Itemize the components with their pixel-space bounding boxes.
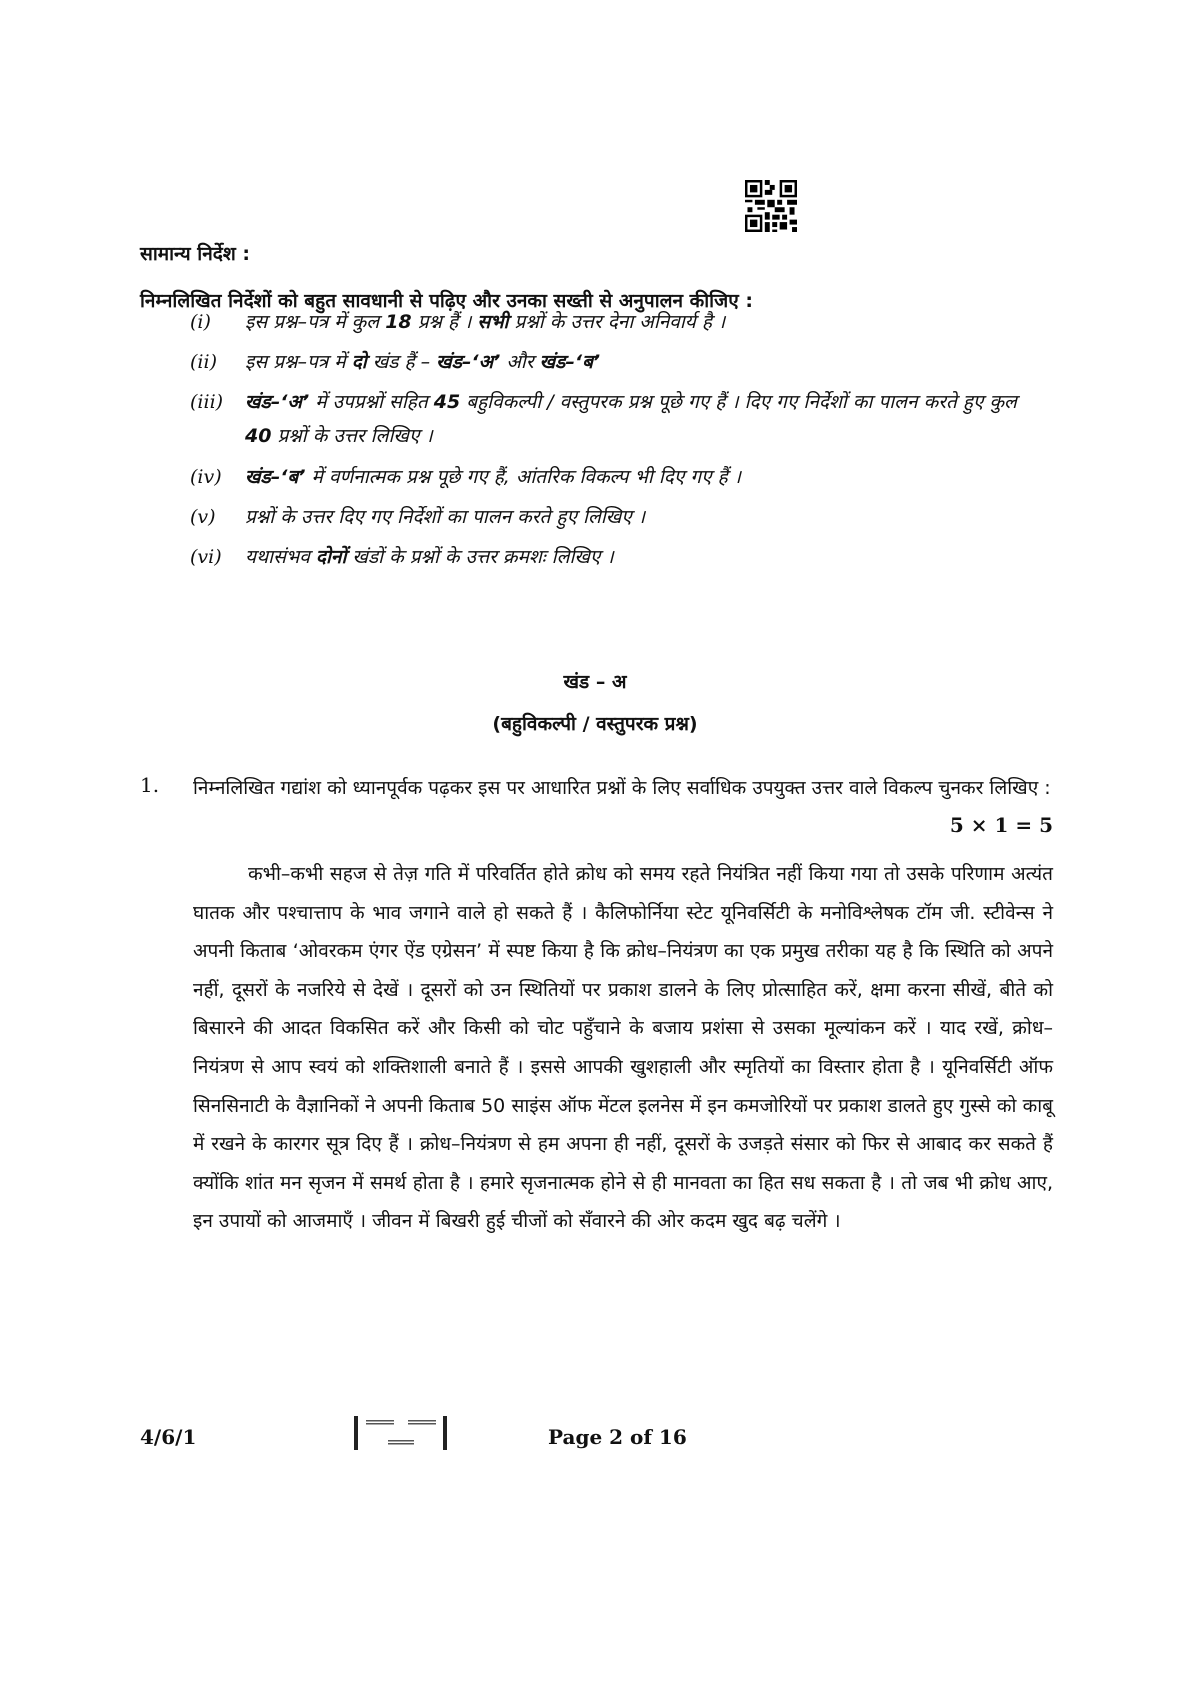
instructions-intro: निम्नलिखित निर्देशों को बहुत सावधानी से पढ़िए और उनका सख्ती से अनुपालन कीजिए : [140,290,753,312]
instruction-text: खंड–‘ब’ में वर्णनात्मक प्रश्न पूछे गए हैं, आंतरिक विकल्प भी दिए गए हैं । [245,466,741,488]
instruction-text: खंड–‘अ’ में उपप्रश्नों सहित 45 बहुविकल्पी / वस्तुपरक प्रश्न पूछे गए हैं । दिए गए निर्देशों का पालन करते हुए कुल 40 प्रश्नों के उत्तर लिखिए । [245,391,1017,447]
instruction-text: प्रश्नों के उत्तर दिए गए निर्देशों का पालन करते हुए लिखिए । [245,506,646,528]
section-subtitle: (बहुविकल्पी / वस्तुपरक प्रश्न) [492,713,698,735]
reading-passage [193,855,1053,1241]
question-prompt: निम्नलिखित गद्यांश को ध्यानपूर्वक पढ़कर इस पर आधारित प्रश्नों के लिए सर्वाधिक उपयुक्त उत्तर वाले विकल्प चुनकर लिखिए : [193,777,1051,799]
instruction-number: (iii) [190,391,224,413]
page-number: Page 2 of 16 [548,1425,687,1449]
instruction-number: (ii) [190,351,217,373]
question-number: 1. [140,773,160,797]
instruction-text: इस प्रश्न–पत्र में दो खंड हैं – खंड–‘अ’ और खंड–‘ब’ [245,351,601,373]
paper-code: 4/6/1 [140,1425,197,1449]
instruction-number: (i) [190,311,211,333]
general-instructions-heading: सामान्य निर्देश : [140,243,250,265]
question-marks: 5 × 1 = 5 [949,813,1053,837]
instruction-number: (vi) [190,546,222,568]
instruction-text: इस प्रश्न–पत्र में कुल 18 प्रश्न हैं । सभी प्रश्नों के उत्तर देना अनिवार्य है । [245,311,726,333]
barcode-mark-icon [348,1414,453,1452]
instruction-number: (iv) [190,466,222,488]
instruction-number: (v) [190,506,216,528]
passage-text: कभी–कभी सहज से तेज़ गति में परिवर्तित होते क्रोध को समय रहते नियंत्रित नहीं किया गया तो उसके परिणाम अत्यंत घातक और पश्चात्ताप के भाव जगाने वाले हो सकते हैं । कैलिफोर्निया स्टेट यूनिवर्सिटी के मनोविश्लेषक टॉम जी. स्टीवेन्स ने अपनी किताब ‘ओवरकम एंगर ऐंड एग्रेसन’ में स्पष्ट किया है कि क्रोध–नियंत्रण का एक प्रमुख तरीका यह है कि स्थिति को अपने नहीं, दूसरों के नजरिये से देखें । दूसरों को उन स्थितियों पर प्रकाश डालने के लिए प्रोत्साहित करें, क्षमा करना सीखें, बीते को बिसारने की आदत विकसित करें और किसी को चोट पहुँचाने के बजाय प्रशंसा से उसका मूल्यांकन करें । याद रखें, क्रोध–नियंत्रण से आप स्वयं को शक्तिशाली बनाते हैं । इससे आपकी खुशहाली और स्मृतियों का विस्तार होता है । यूनिवर्सिटी ऑफ सिनसिनाटी के वैज्ञानिकों ने अपनी किताब 50 साइंस ऑफ मेंटल इलनेस में इन कमजोरियों पर प्रकाश डालते हुए गुस्से को काबू में रखने के कारगर सूत्र दिए हैं । क्रोध–नियंत्रण से हम अपना ही नहीं, दूसरों के उजड़ते संसार को फिर से आबाद कर सकते हैं क्योंकि शांत मन सृजन में समर्थ होता है । हमारे सृजनात्मक होने से ही मानवता का हित सध सकता है । तो जब भी क्रोध आए, इन उपायों को आजमाएँ । जीवन में बिखरी हुई चीजों को सँवारने की ओर कदम खुद बढ़ चलेंगे । [193,863,1053,1233]
section-title: खंड – अ [563,671,627,693]
instruction-text: यथासंभव दोनों खंडों के प्रश्नों के उत्तर क्रमशः लिखिए । [245,546,614,568]
qr-code-icon [745,180,797,232]
